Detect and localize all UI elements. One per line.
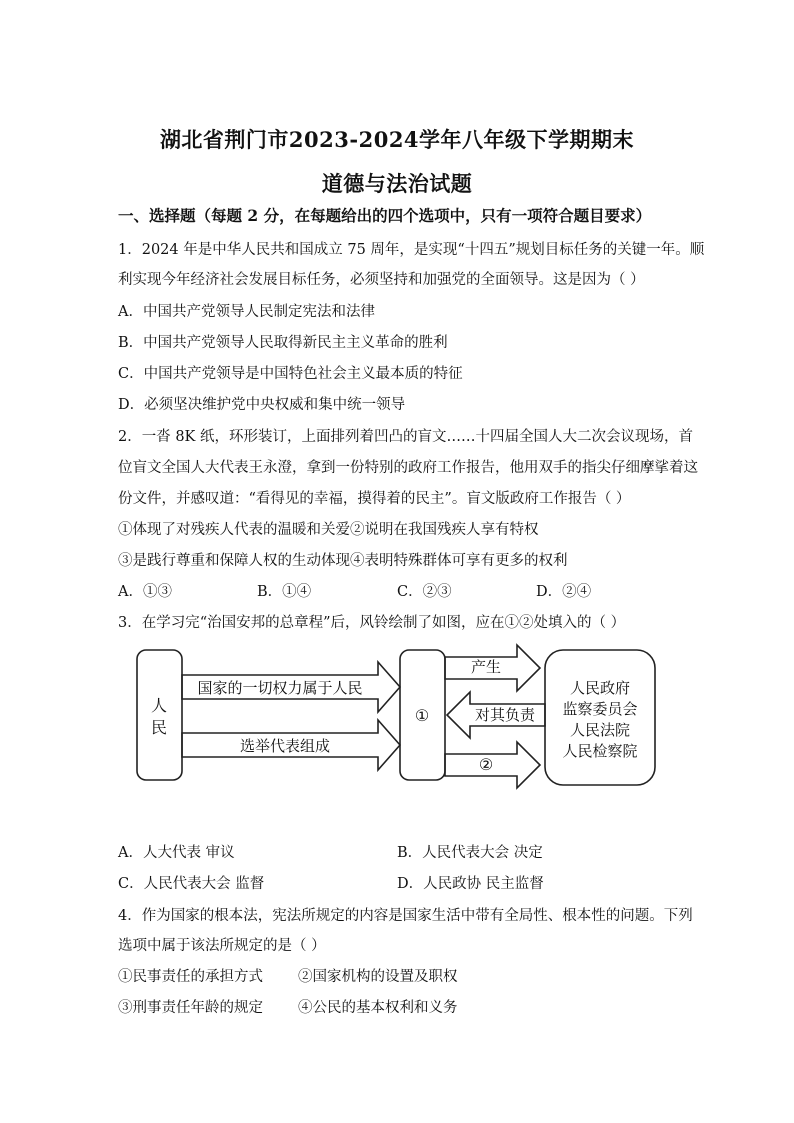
q2-option-a: A．①③ — [118, 584, 172, 600]
q3-option-b: B．人民代表大会 决定 — [397, 845, 543, 861]
exam-title-line1: 湖北省荆门市2023-2024学年八年级下学期期末 — [159, 127, 635, 152]
arrow-top-label: 国家的一切权力属于人民 — [197, 679, 363, 697]
q4-statement-3: ③刑事责任年龄的规定 — [118, 1000, 263, 1016]
organ-2: 监察委员会 — [562, 700, 638, 718]
q2-statements-line2: ③是践行尊重和保障人权的生动体现④表明特殊群体可享有更多的权利 — [118, 553, 568, 569]
organ-3: 人民法院 — [569, 721, 631, 739]
q4-stem-line1: 4．作为国家的根本法，宪法所规定的内容是国家生活中带有全局性、根本性的问题。下列 — [118, 908, 693, 924]
q1-stem-line2: 利实现今年经济社会发展目标任务，必须坚持和加强党的全面领导。这是因为（ ） — [118, 272, 645, 288]
q2-statements-line1: ①体现了对残疾人代表的温暖和关爱②说明在我国残疾人享有特权 — [118, 522, 539, 538]
q1-option-a: A．中国共产党领导人民制定宪法和法律 — [118, 304, 375, 320]
q3-options-row2 — [118, 874, 688, 894]
q1-option-d: D．必须坚决维护党中央权威和集中统一领导 — [118, 397, 406, 413]
q4-statement-4: ④公民的基本权利和义务 — [298, 1000, 458, 1016]
people-box — [137, 650, 182, 780]
q2-stem-line2: 位盲文全国人大代表王永澄，拿到一份特别的政府工作报告，他用双手的指尖仔细摩挲着这 — [118, 460, 698, 476]
q3-options-row1 — [118, 843, 688, 863]
people-label-1: 人 — [150, 696, 168, 715]
organ-1: 人民政府 — [569, 679, 631, 697]
q2-option-d: D．②④ — [536, 584, 592, 600]
q3-option-c: C．人民代表大会 监督 — [118, 876, 265, 892]
q1-option-c: C．中国共产党领导是中国特色社会主义最本质的特征 — [118, 366, 463, 382]
arrow-bottom-label: 选举代表组成 — [239, 737, 331, 755]
q4-stem-line2: 选项中属于该法所规定的是（ ） — [118, 938, 326, 954]
q1-stem-line1: 1．2024 年是中华人民共和国成立 75 周年，是实现“十四五”规划目标任务的关键一年。顺 — [118, 242, 705, 258]
q4-statement-2: ②国家机构的设置及职权 — [298, 969, 458, 985]
q2-option-b: B．①④ — [257, 584, 312, 600]
q2-option-c: C．②③ — [397, 584, 452, 600]
center-label: ① — [414, 706, 430, 725]
q2-stem-line1: 2．一沓 8K 纸，环形装订，上面排列着凹凸的盲文……十四届全国人大二次会议现场，首 — [118, 429, 693, 445]
organ-4: 人民检察院 — [562, 742, 638, 760]
exam-title-line2: 道德与法治试题 — [321, 171, 473, 196]
q3-option-d: D．人民政协 民主监督 — [397, 876, 544, 892]
section-heading: 一、选择题（每题 2 分，在每题给出的四个选项中，只有一项符合题目要求） — [118, 206, 652, 225]
q1-option-b: B．中国共产党领导人民取得新民主主义革命的胜利 — [118, 335, 448, 351]
q4-statements-row1 — [118, 967, 688, 987]
arrow-produce-label: 产生 — [470, 658, 502, 676]
arrow-responsible-label: 对其负责 — [474, 706, 536, 724]
q3-stem: 3．在学习完“治国安邦的总章程”后，风铃绘制了如图，应在①②处填入的（ ） — [118, 615, 626, 631]
people-label-2: 民 — [150, 718, 168, 737]
q4-statements-row2 — [118, 998, 688, 1018]
arrow-blank-label: ② — [478, 755, 494, 774]
q4-statement-1: ①民事责任的承担方式 — [118, 969, 263, 985]
q3-option-a: A．人大代表 审议 — [118, 845, 235, 861]
q2-stem-line3: 份文件，并感叹道：“看得见的幸福，摸得着的民主”。盲文版政府工作报告（ ） — [118, 491, 631, 507]
